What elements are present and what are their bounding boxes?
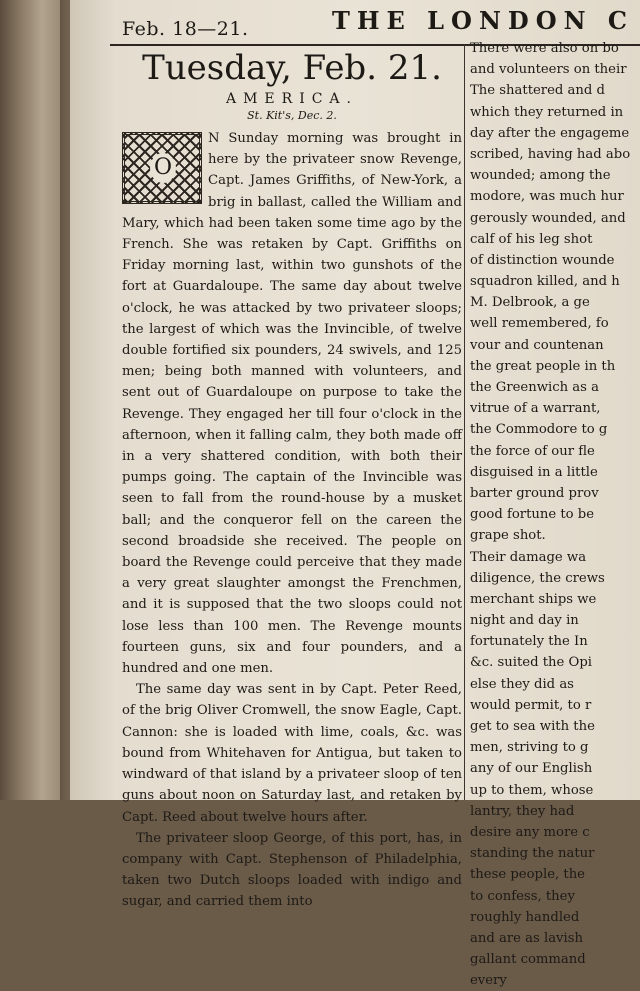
article-paragraph-1: N Sunday morning was brought in here by the privateer snow Revenge, Capt. James Griffiths, of New-York, a brig in ballast, called the William and Mary, which had been taken some time ago by the French. She was retaken by Capt. Griffiths on Friday morning last, within two gunshots of the fort at Guardaloupe. The same day about twelve o'clock, he was attacked by two privateer sloops; the largest of which was the Invincible, of twelve double fortified six pounders, 24 swivels, and 125 men; being both manned with volunteers, and sent out of Guardaloupe on purpose to take the Revenge. They engaged her till four o'clock in the afternoon, when it falling calm, they both made off in a very shattered condition, with both their pumps going. The captain of the Invincible was seen to fall from the round-house by a musket ball; and the conqueror fell on the careen the second broadside she received. The people on board the Revenge could perceive that they made a very great slaughter amongst the Frenchmen, and it is supposed that the two sloops could not lose less than 100 men. The Revenge mounts fourteen guns, six and four pounders, and a hundred and one men. — [122, 131, 462, 677]
newspaper-page — [70, 0, 640, 989]
right-column-line: grape shot. — [470, 528, 546, 544]
right-column-line: modore, was much hur — [470, 189, 624, 205]
right-column-line: the Greenwich as a — [470, 380, 599, 395]
right-column-line: The shattered and d — [470, 83, 605, 99]
right-column-line: gerously wounded, and — [470, 210, 626, 226]
right-column-line: lantry, they had — [470, 803, 575, 819]
article-paragraph-3: The privateer sloop George, of this port, has, in company with Capt. Stephenson of Philadelphia, taken two Dutch sloops loaded with indigo and sugar, and carried them into — [122, 830, 462, 910]
right-column-line: get to sea with the — [470, 719, 595, 734]
right-column-line: every — [470, 973, 507, 989]
right-column-line: good fortune to be — [470, 507, 595, 523]
right-column-line: merchant ships we — [470, 591, 597, 607]
section-date: Tuesday, Feb. 21. — [142, 48, 442, 88]
right-column-line: men, striving to g — [470, 740, 589, 756]
right-column-line: squadron killed, and h — [470, 274, 620, 290]
right-column-line: barter ground prov — [470, 485, 599, 501]
right-column-line: these people, the — [470, 867, 585, 883]
right-column-line: M. Delbrook, a ge — [470, 295, 590, 311]
right-column-line: which they returned in — [470, 104, 624, 120]
right-column-line: calf of his leg shot — [470, 231, 593, 247]
right-column-line: day after the engageme — [470, 125, 630, 141]
right-column-line: well remembered, fo — [470, 316, 609, 332]
right-column-line: standing the natur — [470, 846, 595, 862]
right-column-line: Their damage wa — [470, 549, 587, 565]
column-rule — [464, 44, 465, 800]
right-column-line: disguised in a little — [470, 464, 598, 480]
right-column-line: to confess, they — [470, 888, 575, 904]
right-column-line: the great people in th — [470, 358, 616, 374]
right-column-line: desire any more c — [470, 824, 590, 840]
right-column-line: &c. suited the Opi — [470, 655, 592, 671]
left-column — [122, 48, 462, 913]
right-column-line: There were also on bo — [470, 41, 619, 56]
right-column-line: roughly handled — [470, 909, 580, 925]
region-heading: AMERICA. — [225, 91, 358, 107]
right-column-line: of distinction wounde — [470, 252, 615, 268]
right-column-line: wounded; among the — [470, 168, 611, 184]
right-column-line: else they did as — [470, 676, 574, 692]
right-column-line: any of our English — [470, 761, 593, 777]
right-column-line: vour and countenan — [470, 337, 604, 353]
ornamental-drop-cap — [122, 132, 202, 204]
right-column-line: the force of our fle — [470, 443, 595, 459]
right-column-line: up to them, whose — [470, 782, 594, 798]
right-column — [470, 38, 640, 991]
right-column-line: gallant command — [470, 952, 586, 968]
right-column-line: and volunteers on their — [470, 62, 627, 78]
right-column-line: night and day in — [470, 613, 579, 629]
right-column-line: scribed, having had abo — [470, 146, 631, 162]
dateline: St. Kit's, Dec. 2. — [247, 109, 337, 122]
right-column-line: and are as lavish — [470, 930, 583, 946]
article-paragraph-2: The same day was sent in by Capt. Peter Reed, of the brig Oliver Cromwell, the snow Eagle, Capt. Cannon: she is loaded with lime, coals, &c. was bound from Whitehaven for Antigua, but taken to windward of that island by a privateer sloop of ten guns about noon on Saturday last, and retaken by Capt. Reed about twelve hours after. — [122, 682, 462, 825]
issue-dates: Feb. 18—21. — [122, 18, 249, 40]
drop-cap-letter: O — [150, 153, 176, 183]
right-column-line: fortunately the In — [470, 634, 588, 650]
right-column-line: vitrue of a warrant, — [470, 401, 601, 417]
masthead-title: THE LONDON C — [332, 6, 635, 35]
right-column-line: the Commodore to g — [470, 422, 608, 438]
right-column-line: diligence, the crews — [470, 570, 605, 586]
right-column-line: would permit, to r — [470, 697, 592, 713]
